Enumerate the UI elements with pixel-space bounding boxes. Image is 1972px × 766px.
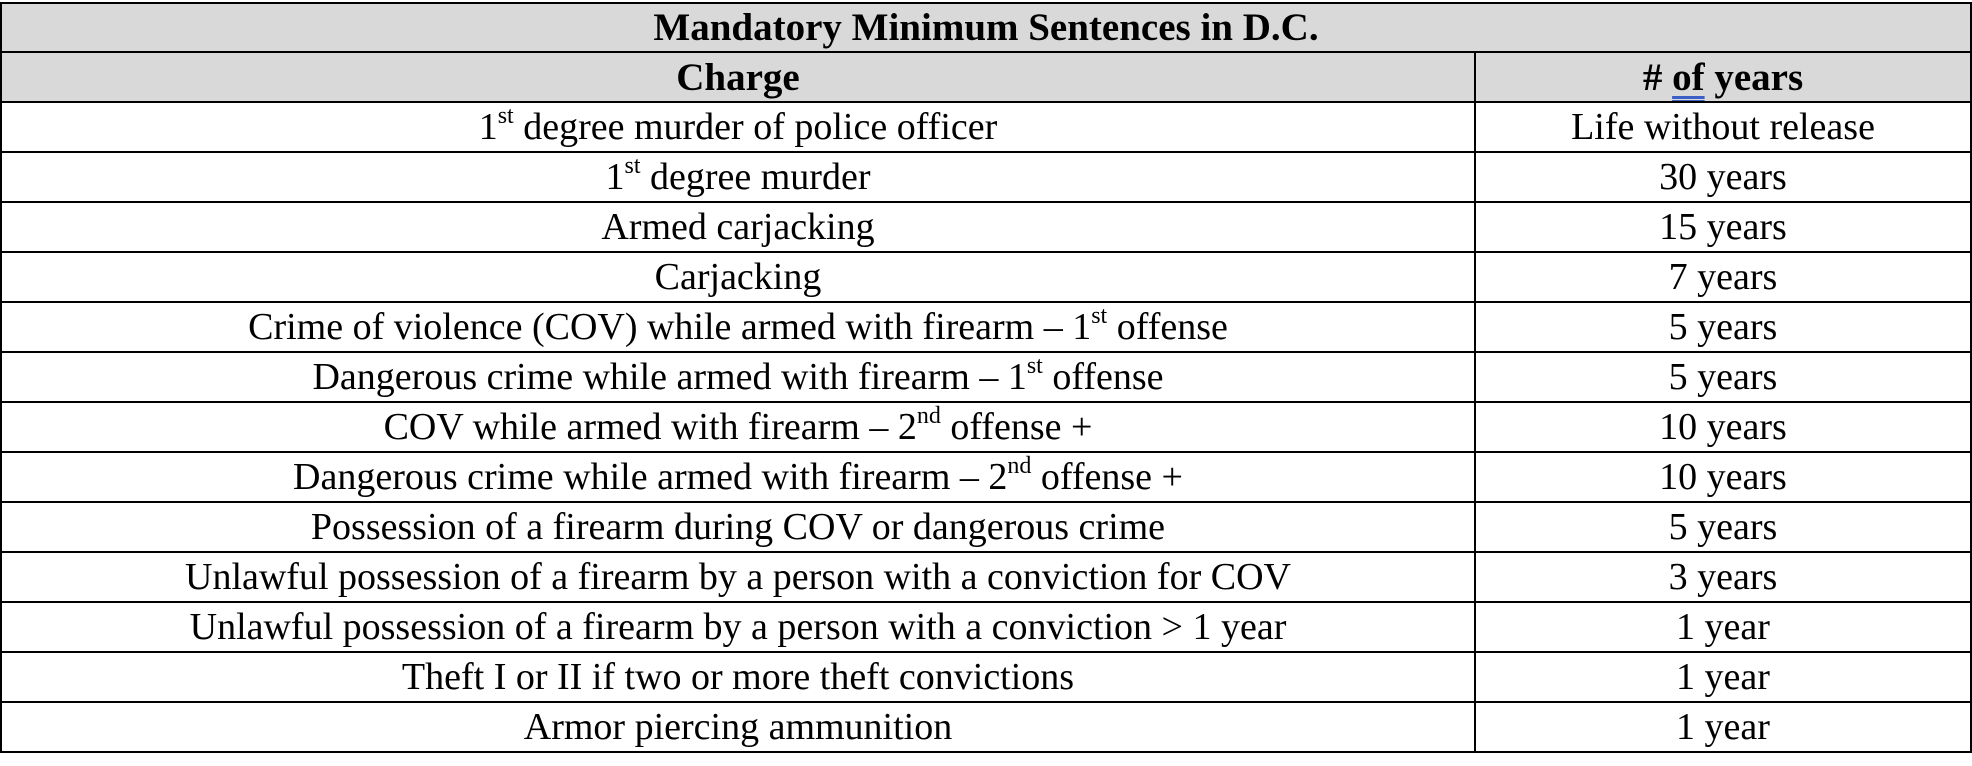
charge-text: 1 bbox=[605, 156, 625, 198]
table-row bbox=[1, 702, 1971, 752]
table-title: Mandatory Minimum Sentences in D.C. bbox=[1, 3, 1971, 52]
charge-cell bbox=[1, 452, 1475, 502]
ordinal-suffix: st bbox=[1091, 303, 1108, 329]
charge-cell bbox=[1, 202, 1475, 252]
column-header-charge: Charge bbox=[1, 52, 1475, 102]
charge-text-tail: offense + bbox=[1031, 456, 1183, 498]
ordinal-suffix: st bbox=[497, 103, 514, 129]
table-row bbox=[1, 352, 1971, 402]
years-header-suffix: years bbox=[1704, 55, 1804, 99]
table-body bbox=[1, 102, 1971, 752]
charge-text: Unlawful possession of a firearm by a person with a conviction for COV bbox=[185, 556, 1291, 598]
charge-cell bbox=[1, 302, 1475, 352]
charge-cell bbox=[1, 402, 1475, 452]
years-cell: 1 year bbox=[1475, 602, 1971, 652]
table-row bbox=[1, 452, 1971, 502]
charge-text-tail: offense + bbox=[940, 406, 1093, 448]
mandatory-minimums-table bbox=[0, 2, 1972, 753]
table-title-row bbox=[1, 3, 1971, 52]
charge-text: Dangerous crime while armed with firearm – 2 bbox=[293, 456, 1008, 498]
charge-text: COV while armed with firearm – 2 bbox=[383, 406, 917, 448]
charge-text-tail: degree murder of police officer bbox=[513, 106, 998, 148]
table-row bbox=[1, 152, 1971, 202]
charge-text: Armed carjacking bbox=[601, 206, 875, 248]
table-row bbox=[1, 102, 1971, 152]
charge-text: Possession of a firearm during COV or dangerous crime bbox=[310, 506, 1166, 548]
years-header-underlined-word: of bbox=[1672, 55, 1705, 99]
charge-text-tail: offense bbox=[1107, 306, 1228, 348]
charge-text-tail: degree murder bbox=[640, 156, 871, 198]
years-cell: 5 years bbox=[1475, 352, 1971, 402]
charge-cell bbox=[1, 602, 1475, 652]
charge-text: Theft I or II if two or more theft convictions bbox=[401, 656, 1075, 698]
table-row bbox=[1, 202, 1971, 252]
ordinal-suffix: nd bbox=[1007, 453, 1032, 479]
table-row bbox=[1, 402, 1971, 452]
years-cell: 5 years bbox=[1475, 302, 1971, 352]
column-header-years bbox=[1475, 52, 1971, 102]
charge-text-tail: offense bbox=[1042, 356, 1164, 398]
charge-cell bbox=[1, 652, 1475, 702]
charge-text: Carjacking bbox=[654, 256, 822, 298]
ordinal-suffix: nd bbox=[916, 403, 941, 429]
ordinal-suffix: st bbox=[1026, 353, 1043, 379]
table-row bbox=[1, 552, 1971, 602]
charge-text: Dangerous crime while armed with firearm – 1 bbox=[312, 356, 1027, 398]
ordinal-suffix: st bbox=[624, 153, 641, 179]
charge-cell bbox=[1, 252, 1475, 302]
charge-cell bbox=[1, 102, 1475, 152]
table-row bbox=[1, 502, 1971, 552]
years-cell: 5 years bbox=[1475, 502, 1971, 552]
years-cell: 30 years bbox=[1475, 152, 1971, 202]
years-header-prefix: # bbox=[1642, 55, 1673, 99]
years-cell: 1 year bbox=[1475, 702, 1971, 752]
charge-text: Armor piercing ammunition bbox=[523, 706, 953, 748]
charge-text: 1 bbox=[478, 106, 498, 148]
charge-cell bbox=[1, 152, 1475, 202]
charge-text: Unlawful possession of a firearm by a person with a conviction > 1 year bbox=[189, 606, 1287, 648]
charge-text: Crime of violence (COV) while armed with firearm – 1 bbox=[248, 306, 1092, 348]
charge-cell bbox=[1, 352, 1475, 402]
years-cell: 10 years bbox=[1475, 452, 1971, 502]
table-row bbox=[1, 602, 1971, 652]
years-cell: 1 year bbox=[1475, 652, 1971, 702]
years-cell: 7 years bbox=[1475, 252, 1971, 302]
table-row bbox=[1, 302, 1971, 352]
charge-cell bbox=[1, 702, 1475, 752]
table-row bbox=[1, 252, 1971, 302]
years-cell: Life without release bbox=[1475, 102, 1971, 152]
charge-cell bbox=[1, 552, 1475, 602]
charge-cell bbox=[1, 502, 1475, 552]
years-cell: 15 years bbox=[1475, 202, 1971, 252]
table-header-row bbox=[1, 52, 1971, 102]
years-cell: 10 years bbox=[1475, 402, 1971, 452]
years-cell: 3 years bbox=[1475, 552, 1971, 602]
table-row bbox=[1, 652, 1971, 702]
